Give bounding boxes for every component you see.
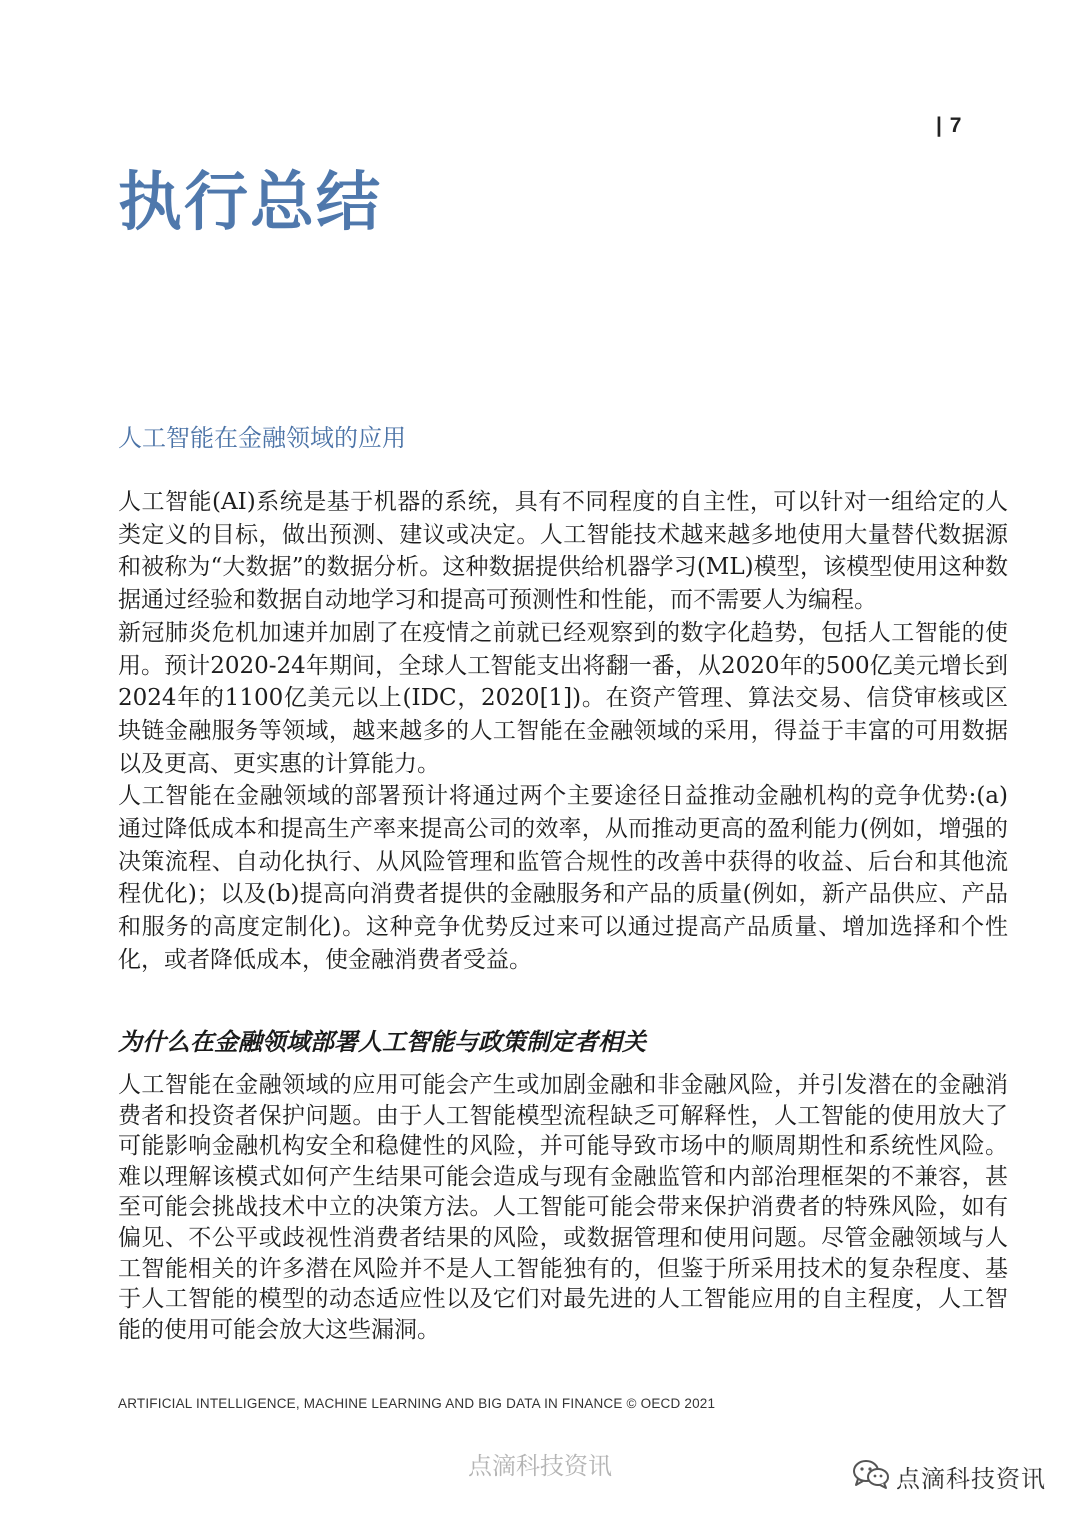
section-heading-ai-in-finance: 人工智能在金融领域的应用 xyxy=(118,424,406,452)
page-number: | 7 xyxy=(936,114,963,137)
paragraph: 新冠肺炎危机加速并加剧了在疫情之前就已经观察到的数字化趋势，包括人工智能的使用。预计2020-24年期间，全球人工智能支出将翻一番，从2020年的500亿美元增长到2024年的1100亿美元以上(IDC，2020[1])。在资产管理、算法交易、信贷审核或区块链金融服务等领域，越来越多的人工智能在金融领域的采用，得益于丰富的可用数据以及更高、更实惠的计算能力。 xyxy=(118,619,1008,777)
section-body-policy-relevance xyxy=(118,1070,1008,1345)
brand-name: 点滴科技资讯 xyxy=(896,1464,1046,1493)
section-heading-policy-relevance: 为什么在金融领域部署人工智能与政策制定者相关 xyxy=(118,1027,646,1056)
paragraph: 人工智能(AI)系统是基于机器的系统，具有不同程度的自主性，可以针对一组给定的人类定义的目标，做出预测、建议或决定。人工智能技术越来越多地使用大量替代数据源和被称为“大数据”的数据分析。这种数据提供给机器学习(ML)模型，该模型使用这种数据通过经验和数据自动地学习和提高可预测性和性能，而不需要人为编程。 xyxy=(118,489,1008,614)
footer-copyright: ARTIFICIAL INTELLIGENCE, MACHINE LEARNING AND BIG DATA IN FINANCE © OECD 2021 xyxy=(118,1396,716,1411)
wechat-brand xyxy=(852,1458,1046,1494)
paragraph: 人工智能在金融领域的部署预计将通过两个主要途径日益推动金融机构的竞争优势:(a)通过降低成本和提高生产率来提高公司的效率，从而推动更高的盈利能力(例如，增强的决策流程、自动化执行、从风险管理和监管合规性的改善中获得的收益、后台和其他流程优化)；以及(b)提高向消费者提供的金融服务和产品的质量(例如，新产品供应、产品和服务的高度定制化)。这种竞争优势反过来可以通过提高产品质量、增加选择和个性化，或者降低成本，使金融消费者受益。 xyxy=(118,783,1008,973)
paragraph: 人工智能在金融领域的应用可能会产生或加剧金融和非金融风险，并引发潜在的金融消费者和投资者保护问题。由于人工智能模型流程缺乏可解释性，人工智能的使用放大了可能影响金融机构安全和稳健性的风险，并可能导致市场中的顺周期性和系统性风险。难以理解该模式如何产生结果可能会造成与现有金融监管和内部治理框架的不兼容，甚至可能会挑战技术中立的决策方法。人工智能可能会带来保护消费者的特殊风险，如有偏见、不公平或歧视性消费者结果的风险，或数据管理和使用问题。尽管金融领域与人工智能相关的许多潜在风险并不是人工智能独有的，但鉴于所采用技术的复杂程度、基于人工智能的模型的动态适应性以及它们对最先进的人工智能应用的自主程度，人工智能的使用可能会放大这些漏洞。 xyxy=(118,1072,1008,1343)
section-body-ai-in-finance xyxy=(118,486,1008,977)
watermark-text: 点滴科技资讯 xyxy=(468,1452,612,1480)
wechat-icon xyxy=(852,1458,890,1494)
page-title: 执行总结 xyxy=(118,165,382,240)
